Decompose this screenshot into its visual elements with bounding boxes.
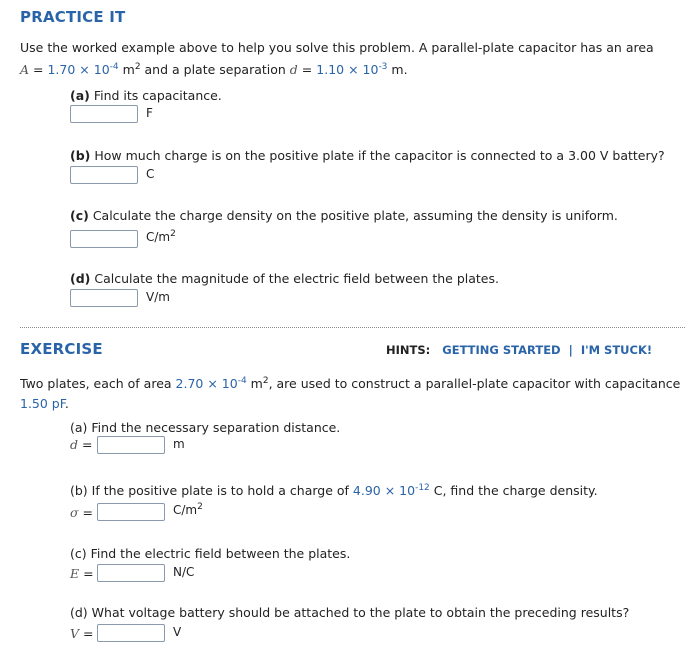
electric-field-input[interactable] — [70, 289, 138, 307]
hints-bar — [386, 343, 652, 357]
exercise-charge-density-input[interactable] — [97, 503, 165, 521]
exercise-electric-field-unit: N/C — [173, 565, 195, 579]
practice-question-d: (d) Calculate the magnitude of the electric field between the plates. — [70, 271, 499, 286]
and-text: and a plate separation — [140, 62, 290, 77]
exercise-question-d: (d) What voltage battery should be attached to the plate to obtain the preceding results? — [70, 605, 630, 620]
charge-density-input[interactable] — [70, 230, 138, 248]
equals-sign: = — [33, 62, 44, 77]
voltage-input[interactable] — [97, 624, 165, 642]
area-variable: A — [20, 62, 30, 77]
practice-question-a: (a) Find its capacitance. — [70, 88, 222, 103]
practice-intro-line1: Use the worked example above to help you solve this problem. A parallel-plate capacitor has an area — [20, 40, 654, 55]
electric-field-unit: V/m — [146, 290, 170, 304]
separation-unit: m. — [387, 62, 408, 77]
exercise-intro-line1: Two plates, each of area $2.70 \times 10^{-4}$ $m^2$, are used to construct a parallel-plate capacitor with capacitance — [20, 376, 681, 391]
separation-variable-label: d = — [70, 437, 93, 452]
capacitance-unit: F — [146, 106, 153, 120]
exercise-title: EXERCISE — [20, 340, 103, 358]
electric-field-variable-label: E = — [70, 566, 94, 581]
charge-input[interactable] — [70, 166, 138, 184]
exercise-question-a: (a) Find the necessary separation distance. — [70, 420, 341, 435]
charge-unit: C — [146, 167, 155, 181]
charge-density-variable-label: σ = — [70, 505, 94, 520]
area-value: $1.70 \times 10^{-4}$ — [47, 62, 119, 77]
separation-distance-unit: m — [173, 437, 185, 451]
practice-title: PRACTICE IT — [20, 8, 126, 26]
charge-density-unit: $C/m^2$ — [146, 229, 176, 244]
im-stuck-link[interactable]: I'M STUCK! — [580, 343, 653, 357]
exercise-intro-line2: 1.50 pF. — [20, 396, 69, 411]
getting-started-link[interactable]: GETTING STARTED — [442, 343, 561, 357]
hints-label: HINTS: — [386, 343, 431, 357]
equals-sign: = — [301, 62, 313, 77]
practice-question-c: (c) Calculate the charge density on the positive plate, assuming the density is uniform. — [70, 208, 618, 223]
exercise-question-c: (c) Find the electric field between the plates. — [70, 546, 351, 561]
separation-distance-input[interactable] — [97, 436, 165, 454]
section-divider — [20, 327, 685, 328]
exercise-electric-field-input[interactable] — [97, 564, 165, 582]
exercise-question-b: (b) If the positive plate is to hold a charge of $4.90 \times 10^{-12}$ C, find the charge density. — [70, 483, 598, 498]
capacitance-input[interactable] — [70, 105, 138, 123]
area-unit: $m^2$ — [122, 62, 141, 77]
hints-separator: | — [568, 343, 573, 357]
exercise-charge-value: $4.90 \times 10^{-12}$ — [352, 483, 430, 498]
practice-intro-line2 — [20, 62, 408, 80]
exercise-area-value: $2.70 \times 10^{-4}$ — [175, 376, 247, 391]
separation-variable: d — [289, 62, 298, 77]
separation-value: $1.10 \times 10^{-3}$ — [316, 62, 388, 77]
exercise-charge-density-unit: $C/m^2$ — [173, 502, 203, 517]
exercise-capacitance-value: 1.50 pF — [20, 396, 65, 411]
voltage-variable-label: V = — [70, 626, 94, 641]
voltage-unit: V — [173, 625, 182, 639]
practice-question-b: (b) How much charge is on the positive plate if the capacitor is connected to a 3.00 V battery? — [70, 148, 665, 163]
